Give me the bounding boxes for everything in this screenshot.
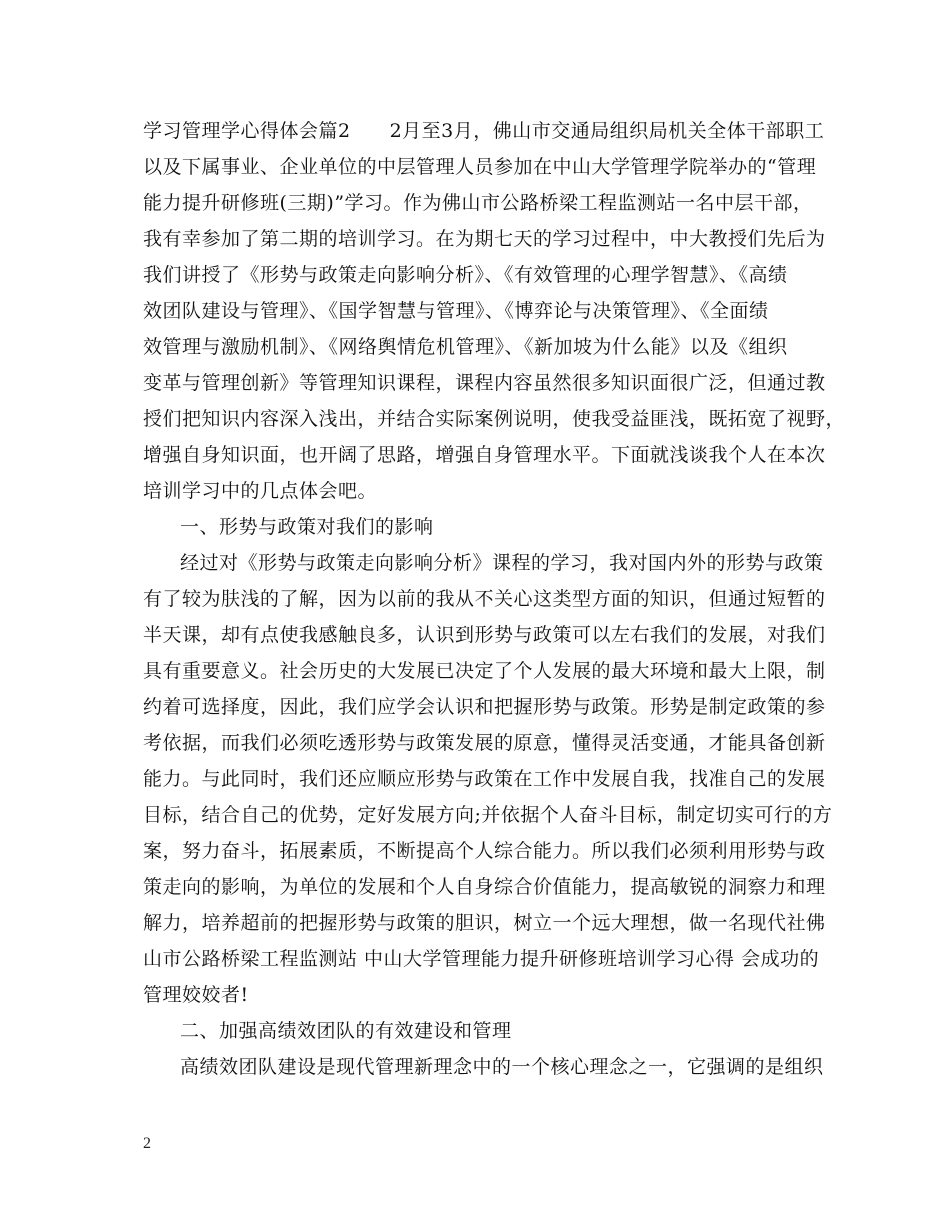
- section-heading-1: 一、形势与政策对我们的影响: [180, 516, 434, 538]
- text-line: 我们讲授了《形势与政策走向影响分析》、《有效管理的心理学智慧》、《高绩: [143, 264, 788, 286]
- text-line: 学习管理学心得体会篇2 2月至3月，佛山市交通局组织局机关全体干部职工: [143, 120, 825, 142]
- text-line: 变革与管理创新》等管理知识课程，课程内容虽然很多知识面很广泛，但通过教: [143, 372, 826, 394]
- text-line: 考依据，而我们必须吃透形势与政策发展的原意，懂得灵活变通，才能具备创新: [143, 732, 826, 754]
- text-line: 高绩效团队建设是现代管理新理念中的一个核心理念之一，它强调的是组织: [180, 1056, 824, 1078]
- text-line: 案，努力奋斗，拓展素质，不断提高个人综合能力。所以我们必须利用形势与政: [143, 840, 826, 862]
- text-line: 效管理与激励机制》、《网络舆情危机管理》、《新加坡为什么能》以及《组织: [143, 336, 788, 358]
- text-line: 我有幸参加了第二期的培训学习。在为期七天的学习过程中，中大教授们先后为: [143, 228, 826, 250]
- text-line: 具有重要意义。社会历史的大发展已决定了个人发展的最大环境和最大上限，制: [143, 660, 826, 682]
- text-line: 经过对《形势与政策走向影响分析》课程的学习，我对国内外的形势与政策: [180, 552, 824, 574]
- text-line: 有了较为肤浅的了解，因为以前的我从不关心这类型方面的知识，但通过短暂的: [143, 588, 826, 610]
- page-number: 2: [143, 1135, 151, 1152]
- text-line: 策走向的影响，为单位的发展和个人自身综合价值能力，提高敏锐的洞察力和理: [143, 876, 826, 898]
- text-line: 以及下属事业、企业单位的中层管理人员参加在中山大学管理学院举办的“管理: [143, 156, 817, 178]
- text-line: 解力，培养超前的把握形势与政策的胆识，树立一个远大理想，做一名现代社佛: [143, 912, 826, 934]
- text-line: 效团队建设与管理》、《国学智慧与管理》、《博弈论与决策管理》、《全面绩: [143, 300, 769, 322]
- text-line: 能力提升研修班(三期)”学习。作为佛山市公路桥梁工程监测站一名中层干部，: [143, 192, 813, 214]
- section-heading-2: 二、加强高绩效团队的有效建设和管理: [180, 1020, 512, 1042]
- text-line: 培训学习中的几点体会吧。: [143, 480, 378, 502]
- text-line: 约着可选择度，因此，我们应学会认识和把握形势与政策。形势是制定政策的参: [143, 696, 826, 718]
- text-line: 目标，结合自己的优势，定好发展方向;并依据个人奋斗目标，制定切实可行的方: [143, 804, 833, 826]
- text-line: 授们把知识内容深入浅出，并结合实际案例说明，使我受益匪浅，既拓宽了视野，: [143, 408, 846, 430]
- text-line: 增强自身知识面，也开阔了思路，增强自身管理水平。下面就浅谈我个人在本次: [143, 444, 826, 466]
- text-line: 半天课，却有点使我感触良多，认识到形势与政策可以左右我们的发展，对我们: [143, 624, 826, 646]
- text-line: 山市公路桥梁工程监测站 中山大学管理能力提升研修班培训学习心得 会成功的: [143, 948, 820, 970]
- text-line: 管理姣姣者!: [143, 984, 249, 1006]
- text-line: 能力。与此同时，我们还应顺应形势与政策在工作中发展自我，找准自己的发展: [143, 768, 826, 790]
